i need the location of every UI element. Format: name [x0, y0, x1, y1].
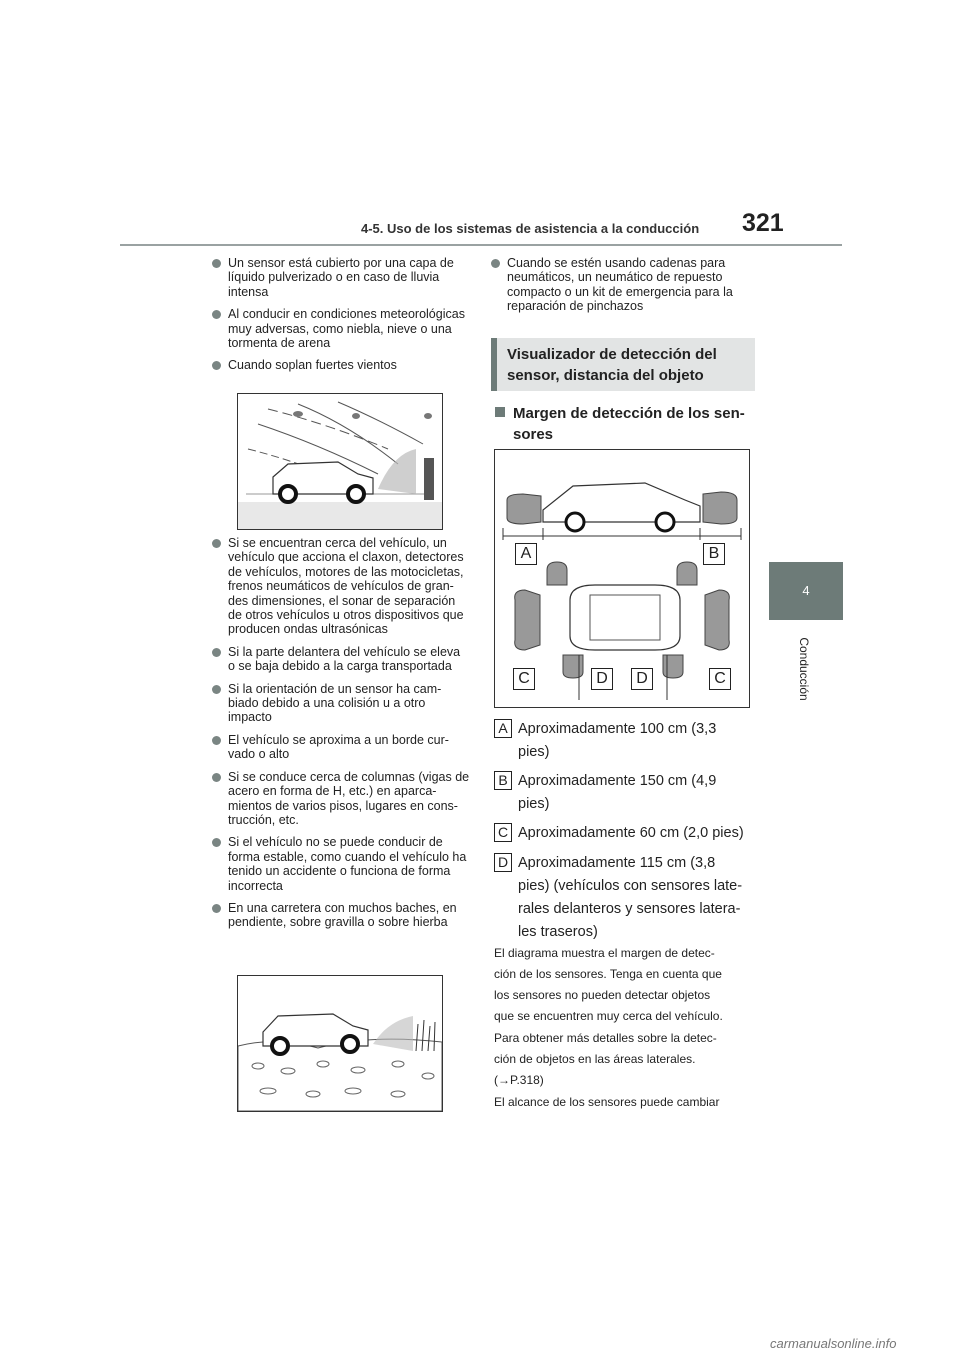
subheading-line1: Margen de detección de los sen-: [513, 405, 745, 422]
legend-text: Aproximadamente 100 cm (3,3 pies): [518, 721, 717, 760]
paragraph-3: El alcance de los sensores puede cambiar: [494, 1095, 720, 1109]
paragraph-2: Para obtener más detalles sobre la detec- ción de objetos en las áreas laterales. (→P.318): [494, 1031, 717, 1087]
sensor-range-diagram: [494, 449, 750, 708]
section-header-title: 4-5. Uso de los sistemas de asistencia a la conducción: [361, 221, 700, 236]
chapter-tab[interactable]: 4: [769, 562, 843, 620]
section-heading-box: [491, 338, 755, 391]
list-item: En una carretera con muchos baches, en pendiente, sobre gravilla o sobre hierba: [212, 901, 470, 930]
section-heading-line1: Visualizador de detección del: [507, 346, 717, 363]
label-b: B: [703, 543, 725, 565]
label-d-left: D: [591, 668, 613, 690]
bullet-list-middle: [212, 536, 470, 938]
list-item: Cuando se estén usando cadenas para neumáticos, un neumático de repuesto compacto o un kit de emergencia para la reparación de pinchazos: [491, 256, 749, 314]
legend-tag: A: [494, 719, 512, 738]
bullet-list-top: [212, 256, 470, 381]
list-item: Si la orientación de un sensor ha cam- biado debido a una colisión u a otro impacto: [212, 682, 470, 725]
legend-tag: B: [494, 771, 512, 790]
legend-text: Aproximadamente 115 cm (3,8 pies) (vehículos con sensores late- rales delanteros y sensores latera- les traseros): [518, 855, 743, 940]
label-d-right: D: [631, 668, 653, 690]
subheading-line2: sores: [513, 426, 554, 443]
paragraph-1: El diagrama muestra el margen de detec- ción de los sensores. Tenga en cuenta que los sensores no pueden detectar objetos que se encuentren muy cerca del vehículo.: [494, 946, 723, 1023]
chapter-label-text: Conducción: [797, 637, 811, 701]
wind-illustration: [237, 393, 443, 530]
rough-road-illustration: [237, 975, 443, 1112]
list-item: Cuando soplan fuertes vientos: [212, 358, 470, 372]
wind-car-icon: [238, 394, 442, 529]
section-heading-line2: sensor, distancia del objeto: [507, 367, 704, 384]
legend-text: Aproximadamente 60 cm (2,0 pies): [518, 825, 744, 841]
list-item: Si se encuentran cerca del vehículo, un vehículo que acciona el claxon, detectores de vehículos, motores de las motocicletas, frenos neumáticos de vehículos de gran- des dimensiones, el sonar de separación de otros vehículos u otros dispositivos que producen ondas ultrasónicas: [212, 536, 470, 637]
bullet-list-right: [491, 256, 749, 322]
subheading: [495, 403, 745, 445]
list-item: Si el vehículo no se puede conducir de forma estable, como cuando el vehículo ha tenido un accidente o funciona de forma incorrecta: [212, 835, 470, 893]
list-item: Al conducir en condiciones meteorológicas muy adversas, como niebla, nieve o una tormenta de arena: [212, 307, 470, 350]
watermark: carmanualsonline.info: [770, 1336, 897, 1351]
page-number: 321: [742, 209, 784, 237]
list-item: Si la parte delantera del vehículo se eleva o se baja debido a la carga transportada: [212, 645, 470, 674]
legend-tag: D: [494, 853, 512, 872]
rough-road-car-icon: [238, 976, 442, 1111]
list-item: El vehículo se aproxima a un borde cur- vado o alto: [212, 733, 470, 762]
legend-text: Aproximadamente 150 cm (4,9 pies): [518, 773, 717, 812]
list-item: Si se conduce cerca de columnas (vigas de acero en forma de H, etc.) en aparca- mientos de varios pisos, lugares en cons- trucción, etc.: [212, 770, 470, 828]
list-item: Un sensor está cubierto por una capa de líquido pulverizado o en caso de lluvia intensa: [212, 256, 470, 299]
header-rule: [120, 244, 842, 246]
page-reference-link[interactable]: (→P.318): [494, 1073, 544, 1087]
legend-tag: C: [494, 823, 512, 842]
label-a: A: [515, 543, 537, 565]
square-bullet-icon: [495, 407, 505, 417]
label-c-left: C: [513, 668, 535, 690]
chapter-label: [794, 632, 814, 712]
label-c-right: C: [709, 668, 731, 690]
